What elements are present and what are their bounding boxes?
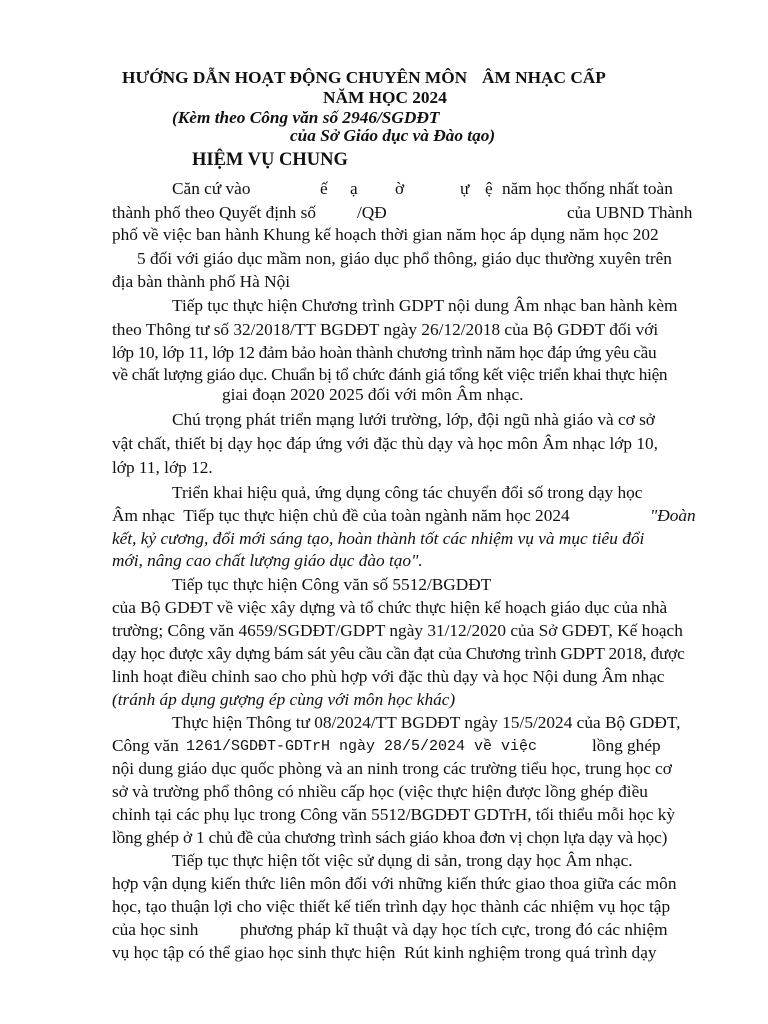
p4-line2-quote: "Đoàn [650, 506, 696, 525]
p5-line4: dạy học được xây dựng bám sát yêu cầu cần đạt của Chương trình GDPT 2018, được [112, 644, 685, 663]
p4-line3: kết, kỷ cương, đổi mới sáng tạo, hoàn thành tốt các nhiệm vụ và mục tiêu đổi [112, 529, 645, 548]
p1-frag-4: ự [460, 179, 470, 198]
p3-line2: vật chất, thiết bị dạy học đáp ứng với đặc thù dạy và học môn Âm nhạc lớp 10, [112, 434, 658, 453]
p1-frag-2: ạ [350, 179, 358, 198]
p2-line4: về chất lượng giáo dục. Chuẩn bị tổ chức đánh giá tổng kết việc triển khai thực hiện [112, 365, 668, 384]
p7-line5: vụ học tập có thể giao học sinh thực hiện Rút kinh nghiệm trong quá trình dạy [112, 943, 657, 962]
p4-line1: Triển khai hiệu quả, ứng dụng công tác chuyển đổi số trong dạy học [172, 483, 643, 502]
p1-line5: địa bàn thành phố Hà Nội [112, 272, 291, 291]
p1-line4: 5 đối với giáo dục mầm non, giáo dục phổ thông, giáo dục thường xuyên trên [137, 249, 672, 268]
p1-line3: phố về việc ban hành Khung kế hoạch thời gian năm học áp dụng năm học 202 [112, 225, 659, 244]
p3-line3: lớp 11, lớp 12. [112, 458, 213, 477]
p5-line3: trường; Công văn 4659/SGDĐT/GDPT ngày 31/12/2020 của Sở GDĐT, Kế hoạch [112, 621, 683, 640]
p2-line3: lớp 10, lớp 11, lớp 12 đảm bảo hoàn thành chương trình năm học đáp ứng yêu cầu [112, 343, 657, 362]
p2-line5: giai đoạn 2020 2025 đối với môn Âm nhạc. [222, 385, 524, 404]
p1-frag-3: ờ [395, 179, 405, 198]
p7-line2: hợp vận dụng kiến thức liên môn đối với những kiến thức giao thoa giữa các môn [112, 874, 677, 893]
p1-frag-1: ế [320, 179, 328, 198]
doc-title-line1-end: ÂM NHẠC CẤP [482, 68, 606, 87]
doc-subtitle-line2: của Sở Giáo dục và Đào tạo) [290, 126, 496, 145]
p5-line6: (tránh áp dụng gượng ép cùng với môn học khác) [112, 690, 456, 709]
p7-line4-start: của học sinh [112, 920, 199, 939]
doc-title-line2: NĂM HỌC 2024 [323, 88, 447, 107]
p6-line2-start: Công văn [112, 736, 179, 755]
p5-line1: Tiếp tục thực hiện Công văn số 5512/BGDĐT [172, 575, 492, 594]
p5-line5: linh hoạt điều chỉnh sao cho phù hợp với đặc thù dạy và học Nội dung Âm nhạc [112, 667, 665, 686]
p1-line1-start: Căn cứ vào [172, 179, 251, 198]
p6-line2-end: lồng ghép [592, 736, 661, 755]
p6-line2-mono: 1261/SGDĐT-GDTrH ngày 28/5/2024 về việc [186, 738, 538, 755]
p1-line1-end: năm học thống nhất toàn [502, 179, 673, 198]
p1-frag-5: ệ [485, 179, 493, 198]
p6-line6: lồng ghép ở 1 chủ đề của chương trình sách giáo khoa đơn vị chọn lựa dạy và học) [112, 828, 668, 847]
p6-line3: nội dung giáo dục quốc phòng và an ninh trong các trường tiểu học, trung học cơ [112, 759, 672, 778]
p3-line1: Chú trọng phát triển mạng lưới trường, lớp, đội ngũ nhà giáo và cơ sở [172, 410, 655, 429]
p1-line2-mid: /QĐ [357, 203, 387, 222]
p1-line2-start: thành phố theo Quyết định số [112, 203, 316, 222]
p5-line2: của Bộ GDĐT về việc xây dựng và tổ chức thực hiện kế hoạch giáo dục của nhà [112, 598, 668, 617]
section-title: HIỆM VỤ CHUNG [192, 150, 348, 170]
p6-line5: chỉnh tại các phụ lục trong Công văn 5512/BGDĐT GDTrH, tối thiểu mỗi học kỳ [112, 805, 676, 824]
p4-line2: Âm nhạc Tiếp tục thực hiện chủ đề của toàn ngành năm học 2024 [112, 506, 570, 525]
p2-line1: Tiếp tục thực hiện Chương trình GDPT nội dung Âm nhạc ban hành kèm [172, 296, 678, 315]
p1-line2-end: của UBND Thành [567, 203, 693, 222]
p6-line1: Thực hiện Thông tư 08/2024/TT BGDĐT ngày 15/5/2024 của Bộ GDĐT, [172, 713, 681, 732]
doc-subtitle-line1: (Kèm theo Công văn số 2946/SGDĐT [172, 108, 440, 127]
doc-title-line1: HƯỚNG DẪN HOẠT ĐỘNG CHUYÊN MÔN [122, 68, 468, 87]
p7-line3: học, tạo thuận lợi cho việc thiết kế tiến trình dạy học thành các nhiệm vụ học tập [112, 897, 671, 916]
p7-line4-end: phương pháp kĩ thuật và dạy học tích cực, trong đó các nhiệm [240, 920, 668, 939]
p4-line4: mới, nâng cao chất lượng giáo dục đào tạo". [112, 551, 423, 570]
p6-line4: sở và trường phổ thông có nhiều cấp học (việc thực hiện được lồng ghép điều [112, 782, 648, 801]
p2-line2: theo Thông tư số 32/2018/TT BGDĐT ngày 26/12/2018 của Bộ GDĐT đối với [112, 320, 659, 339]
p7-line1: Tiếp tục thực hiện tốt việc sử dụng di sản, trong dạy học Âm nhạc. [172, 851, 633, 870]
